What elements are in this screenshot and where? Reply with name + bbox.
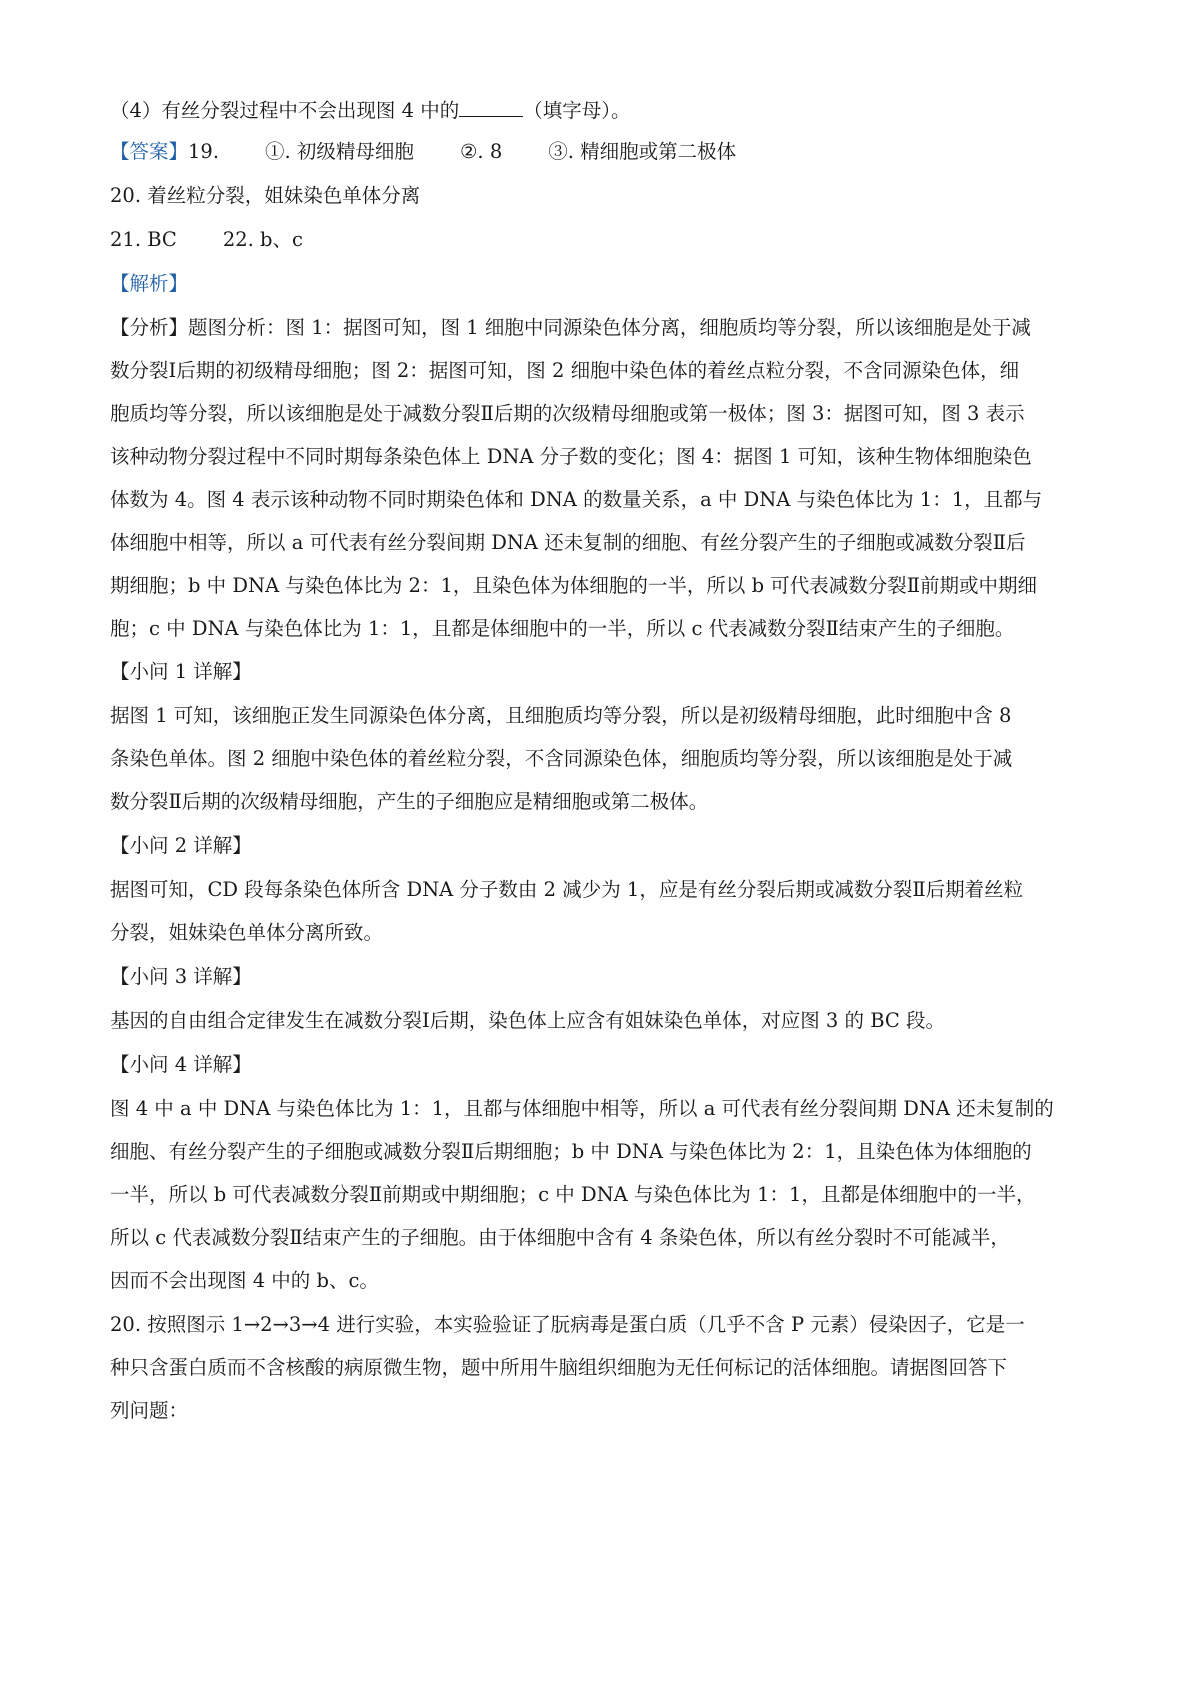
analysis-tag: 【解析】 [110,272,189,295]
sub1-line: 条染色单体。图 2 细胞中染色体的着丝粒分裂，不含同源染色体，细胞质均等分裂，所以该细胞是处于减 [110,747,1013,770]
answer-19-3: ③. 精细胞或第二极体 [548,140,737,163]
sub1-line: 数分裂Ⅱ后期的次级精母细胞，产生的子细胞应是精细胞或第二极体。 [110,790,709,813]
question-4-text: （4）有丝分裂过程中不会出现图 4 中的 [110,99,460,122]
sub3-title: 【小问 3 详解】 [110,965,252,988]
question-20-line: 种只含蛋白质而不含核酸的病原微生物，题中所用牛脑组织细胞为无任何标记的活体细胞。请据图回答下 [110,1356,1008,1379]
sub1-line: 据图 1 可知，该细胞正发生同源染色体分离，且细胞质均等分裂，所以是初级精母细胞，此时细胞中含 8 [110,704,1012,727]
analysis-line: 该种动物分裂过程中不同时期每条染色体上 DNA 分子数的变化；图 4：据图 1 可知，该种生物体细胞染色 [110,445,1032,468]
analysis-line: 胞质均等分裂，所以该细胞是处于减数分裂Ⅱ后期的次级精母细胞或第一极体；图 3：据图可知，图 3 表示 [110,402,1025,425]
analysis-line: 数分裂Ⅰ后期的初级精母细胞；图 2：据图可知，图 2 细胞中染色体的着丝点粒分裂，不含同源染色体，细 [110,359,1020,382]
answer-blank [459,98,523,117]
answer-22: 22. b、c [222,228,303,251]
sub2-line: 分裂，姐妹染色单体分离所致。 [110,921,384,944]
analysis-line: 胞；c 中 DNA 与染色体比为 1：1，且都是体细胞中的一半，所以 c 代表减数分裂Ⅱ结束产生的子细胞。 [110,617,1015,640]
answer-tag: 【答案】 [110,140,189,163]
answer-20: 20. 着丝粒分裂，姐妹染色单体分离 [110,184,421,207]
answer-19-2: ②. 8 [459,140,503,163]
sub2-title: 【小问 2 详解】 [110,834,252,857]
question-20-line: 列问题： [110,1399,189,1422]
answer-line [110,140,736,164]
question-20-line: 20. 按照图示 1→2→3→4 进行实验，本实验验证了朊病毒是蛋白质（几乎不含 P 元素）侵染因子，它是一 [110,1313,1025,1336]
sub3-line: 基因的自由组合定律发生在减数分裂Ⅰ后期，染色体上应含有姐妹染色单体，对应图 3 的 BC 段。 [110,1009,946,1032]
sub2-line: 据图可知，CD 段每条染色体所含 DNA 分子数由 2 减少为 1，应是有丝分裂后期或减数分裂Ⅱ后期着丝粒 [110,878,1024,901]
sub1-title: 【小问 1 详解】 [110,660,252,683]
answer-19-1: ①. 初级精母细胞 [265,140,414,163]
answer-21-22 [110,228,303,252]
sub4-title: 【小问 4 详解】 [110,1053,252,1076]
sub4-line: 细胞、有丝分裂产生的子细胞或减数分裂Ⅱ后期细胞；b 中 DNA 与染色体比为 2：1，且染色体为体细胞的 [110,1140,1032,1163]
analysis-line: 体细胞中相等，所以 a 可代表有丝分裂间期 DNA 还未复制的细胞、有丝分裂产生的子细胞或减数分裂Ⅱ后 [110,531,1026,554]
sub4-line: 图 4 中 a 中 DNA 与染色体比为 1：1，且都与体细胞中相等，所以 a 可代表有丝分裂间期 DNA 还未复制的 [110,1097,1054,1120]
sub4-line: 一半，所以 b 可代表减数分裂Ⅱ前期或中期细胞；c 中 DNA 与染色体比为 1：1，且都是体细胞中的一半， [110,1183,1036,1206]
question-4 [110,98,630,122]
sub4-line: 所以 c 代表减数分裂Ⅱ结束产生的子细胞。由于体细胞中含有 4 条染色体，所以有丝分裂时不可能减半， [110,1226,1010,1249]
sub4-line: 因而不会出现图 4 中的 b、c。 [110,1269,379,1292]
question-4-suffix: （填字母）。 [523,99,631,122]
answer-19-num: 19. [188,140,220,163]
analysis-line: 体数为 4。图 4 表示该种动物不同时期染色体和 DNA 的数量关系，a 中 DNA 与染色体比为 1：1，且都与 [110,488,1043,511]
analysis-line: 【分析】题图分析：图 1：据图可知，图 1 细胞中同源染色体分离，细胞质均等分裂，所以该细胞是处于减 [110,316,1031,339]
answer-21: 21. BC [110,228,177,251]
analysis-line: 期细胞；b 中 DNA 与染色体比为 2：1，且染色体为体细胞的一半，所以 b 可代表减数分裂Ⅱ前期或中期细 [110,574,1038,597]
